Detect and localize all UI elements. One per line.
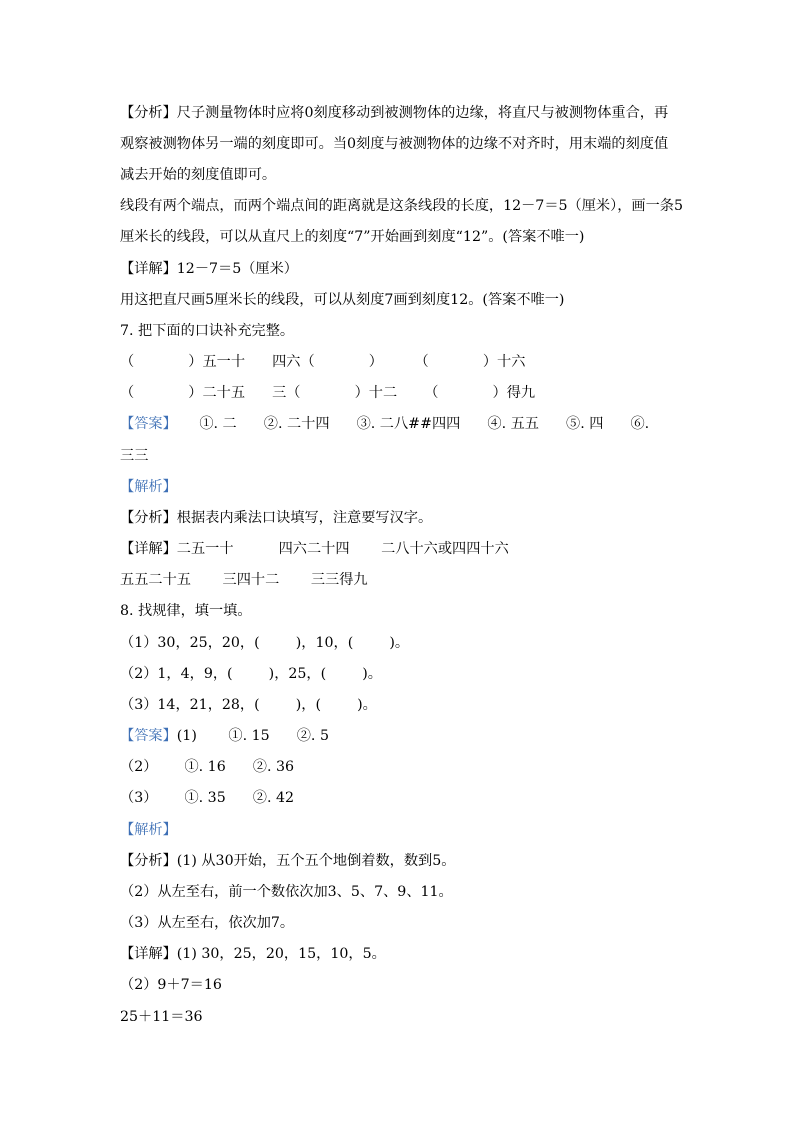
- answer-label: 【答案】: [120, 416, 177, 432]
- analysis-line: 【分析】根据表内乘法口诀填写，注意要写汉字。: [120, 510, 433, 526]
- answer-line: （3） ①. 35 ②. 42: [120, 790, 295, 806]
- detail-line: 用这把直尺画5厘米长的线段，可以从刻度7画到刻度12。(答案不唯一): [120, 292, 565, 308]
- analysis-line: 减去开始的刻度值即可。: [120, 167, 277, 183]
- detail-label: 【详解】: [120, 946, 177, 962]
- analysis-label: 【分析】: [120, 510, 177, 526]
- analysis-line: 【分析】(1) 从30开始，五个五个地倒着数，数到5。: [120, 853, 456, 869]
- question-part: （2）1，4，9，( )，25，( )。: [120, 666, 382, 682]
- detail-line: 【详解】二五一十 四六二十四 二八十六或四四十六: [120, 541, 509, 557]
- answer-label: 【答案】: [120, 728, 177, 744]
- detail-label: 【详解】: [120, 261, 177, 277]
- question-title: 8. 找规律，填一填。: [120, 603, 252, 619]
- answer-line: 【答案】(1) ①. 15 ②. 5: [120, 728, 329, 744]
- detail-line: 【详解】12－7＝5（厘米）: [120, 261, 298, 277]
- question-title: 7. 把下面的口诀补充完整。: [120, 323, 295, 339]
- detail-line: 五五二十五 三四十二 三三得九: [120, 572, 368, 588]
- analysis-line: 【分析】尺子测量物体时应将0刻度移动到被测物体的边缘，将直尺与被测物体重合，再: [120, 105, 669, 121]
- question-row: （ ）五一十 四六（ ） （ ）十六: [120, 354, 526, 370]
- detail-line: 25＋11＝36: [120, 1009, 203, 1025]
- question-part: （3）14，21，28，( )，( )。: [120, 697, 377, 713]
- analysis-line: 厘米长的线段，可以从直尺上的刻度“7”开始画到刻度“12”。(答案不唯一): [120, 229, 585, 245]
- analysis-line: 观察被测物体另一端的刻度即可。当0刻度与被测物体的边缘不对齐时，用末端的刻度值: [120, 136, 669, 152]
- answer-line: （2） ①. 16 ②. 36: [120, 759, 295, 775]
- question-row: （ ）二十五 三（ ）十二 （ ）得九: [120, 385, 536, 401]
- detail-line: （2）9＋7＝16: [120, 977, 222, 993]
- analysis-label: 【分析】: [120, 105, 177, 121]
- analysis-line: （2）从左至右，前一个数依次加3、5、7、9、11。: [120, 884, 453, 900]
- detail-line: 【详解】(1) 30，25，20，15，10，5。: [120, 946, 386, 962]
- jiexi-label: 【解析】: [120, 479, 177, 495]
- question-part: （1）30，25，20，( )，10，( )。: [120, 635, 410, 651]
- answer-line: 三三: [120, 448, 149, 464]
- detail-label: 【详解】: [120, 541, 177, 557]
- answer-line: 【答案】 ①. 二 ②. 二十四 ③. 二八##四四 ④. 五五 ⑤. 四 ⑥.: [120, 416, 650, 432]
- analysis-label: 【分析】: [120, 853, 177, 869]
- analysis-line: 线段有两个端点，而两个端点间的距离就是这条线段的长度，12－7＝5（厘米），画一条5: [120, 198, 683, 214]
- jiexi-label: 【解析】: [120, 822, 177, 838]
- analysis-line: （3）从左至右，依次加7。: [120, 915, 295, 931]
